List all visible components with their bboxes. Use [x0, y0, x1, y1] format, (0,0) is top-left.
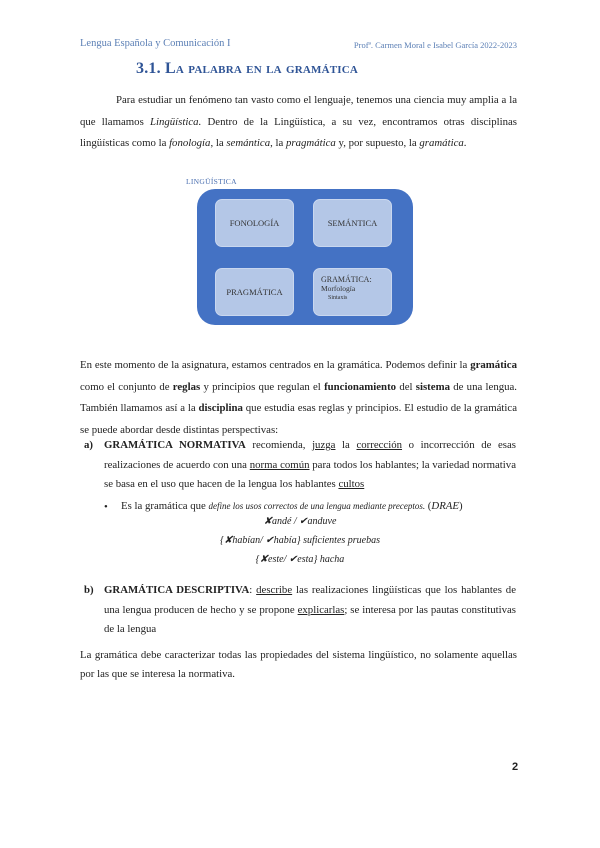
section-title-text: La palabra en la gramática: [165, 60, 359, 77]
bullet-dot: •: [104, 501, 108, 513]
header-authors: Profª. Carmen Moral e Isabel García 2022-2023: [353, 40, 517, 50]
item-a-text: GRAMÁTICA NORMATIVA recomienda, juzga la corrección o incorrección de esas realizaciones de acuerdo con una norma común para todos los hablantes; la variedad normativa se basa en el uso que hacen de la lengua los hablantes cultos: [104, 439, 516, 490]
example-3: {✘este/ ✔esta} hacha: [255, 554, 345, 565]
box-grammar: [313, 268, 392, 316]
bullet-definition: Es la gramática que define los usos correctos de una lengua mediante preceptos. (DRAE): [121, 500, 463, 512]
section-title: [136, 60, 358, 78]
grammar-box-morphology: Morfología: [321, 284, 356, 293]
box-pragmatics: PRAGMÁTICA: [215, 268, 294, 316]
closing-paragraph: La gramática debe caracterizar todas las propiedades del sistema lingüístico, no solamente aquellas por las que se interesa la normativa.: [80, 649, 517, 680]
header-course: Lengua Española y Comunicación I: [80, 38, 231, 49]
example-1: ✘andé / ✔anduve: [263, 516, 337, 527]
section-number: 3.1.: [136, 60, 161, 77]
grammar-box-syntax: Sintaxis: [328, 295, 348, 301]
grammar-definition-paragraph: En este momento de la asignatura, estamos centrados en la gramática. Podemos definir la gramática como el conjunto de reglas y principios que regulan el funcionamiento del sistema de una lengua. También llamamos así a la disciplina que estudia esas reglas y principios. El estudio de la gramática se puede abordar desde distintas perspectivas:: [80, 359, 517, 436]
item-descriptive-grammar: [84, 581, 516, 640]
page-number: 2: [512, 761, 519, 773]
example-2: {✘habían/ ✔había} suficientes pruebas: [219, 535, 381, 546]
item-a-label: a): [84, 439, 93, 451]
grammar-box-title: GRAMÁTICA:: [321, 275, 372, 284]
item-b-text: GRAMÁTICA DESCRIPTIVA: describe las realizaciones lingüísticas que los hablantes de una lengua producen de hecho y se propone explicarlas; se interesa por las pautas constitutivas de la lengua: [104, 584, 516, 635]
linguistics-diagram: [197, 189, 413, 325]
diagram-label: LINGÜÍSTICA: [186, 177, 237, 186]
box-phonology: FONOLOGÍA: [215, 199, 294, 247]
intro-paragraph: Para estudiar un fenómeno tan vasto como el lenguaje, tenemos una ciencia muy amplia a la que llamamos Lingüística. Dentro de la Lingüística, a su vez, encontramos otras disciplinas lingüísticas como la fonología, la semántica, la pragmática y, por supuesto, la gramática.: [80, 94, 517, 149]
box-semantics: SEMÁNTICA: [313, 199, 392, 247]
item-b-label: b): [84, 584, 94, 596]
item-normative-grammar: [84, 436, 516, 495]
